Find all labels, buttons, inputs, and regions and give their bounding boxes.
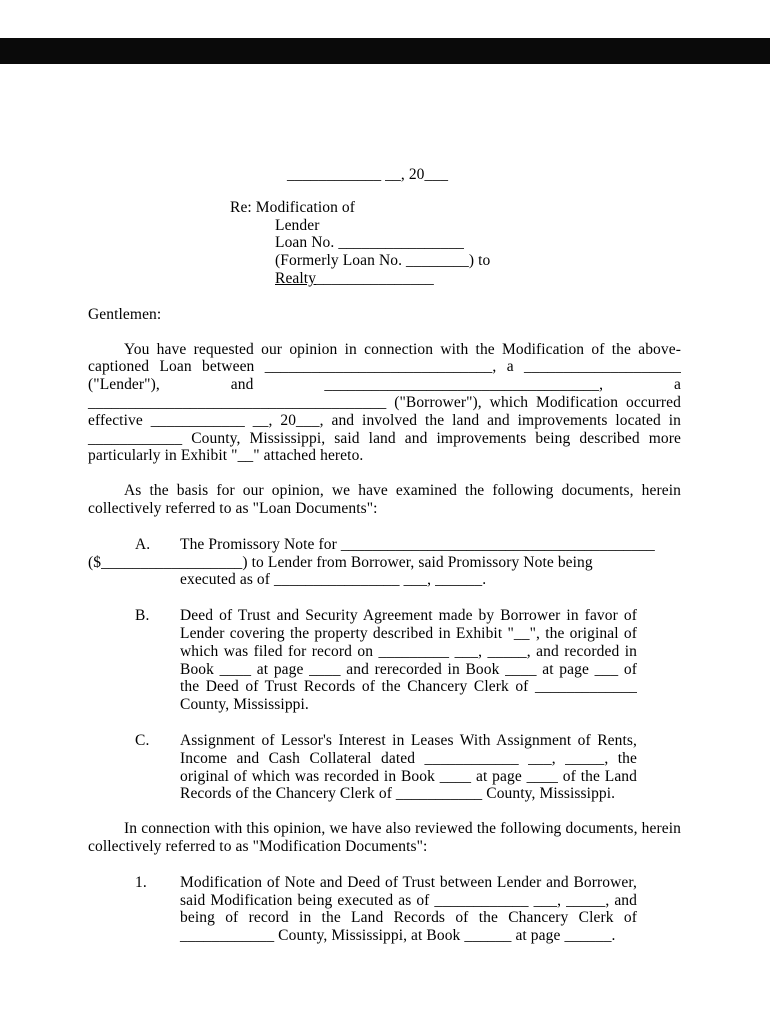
item-1-label: 1. xyxy=(135,873,147,891)
item-a-label: A. xyxy=(135,535,151,553)
item-c-label: C. xyxy=(135,731,150,749)
re-sub-line-lender: Lender xyxy=(275,216,320,234)
loan-document-item-b xyxy=(135,607,637,714)
letter-content xyxy=(88,0,681,945)
paragraph-modification: In connection with this opinion, we have also reviewed the following documents, herein collectively referred to as "Modification Documents": xyxy=(88,820,681,855)
item-a-line1: The Promissory Note for ________________________________________ xyxy=(180,535,655,553)
item-a-line3: executed as of ________________ ___, ______. xyxy=(180,571,487,589)
re-sub-line-loan-no: Loan No. ________________ xyxy=(275,234,464,252)
loan-document-item-a xyxy=(88,536,681,589)
item-b-label: B. xyxy=(135,607,150,625)
item-a-line2: ($__________________) to Lender from Borrower, said Promissory Note being xyxy=(88,553,593,571)
paragraph-basis: As the basis for our opinion, we have examined the following documents, herein collectively referred to as "Loan Documents": xyxy=(88,482,681,517)
realty-blank: _______________ xyxy=(316,269,434,287)
re-sub-line-realty xyxy=(275,270,681,288)
item-c-text: Assignment of Lessor's Interest in Leases With Assignment of Rents, Income and Cash Collateral dated ____________ ___, _____, the original of which was recorded in Book ____ at page ____ of the Land Records of the Chancery Clerk of ___________ County, Mississippi. xyxy=(180,731,637,803)
loan-document-item-c xyxy=(135,731,637,803)
item-1-text: Modification of Note and Deed of Trust between Lender and Borrower, said Modification being executed as of ____________ ___, _____, and being of record in the Land Records of the Chancery Clerk of ____________ County, Mississippi, at Book ______ at page ______. xyxy=(180,873,637,945)
re-block xyxy=(230,199,681,288)
date-line: ____________ __, 20___ xyxy=(287,166,449,183)
paragraph-request: You have requested our opinion in connection with the Modification of the above-captioned Loan between _____________________________, a ____________________ ("Lender"), and ___________________________________, a ______________________________________ ("Borrower"), which Modification occurred effective ____________ __, 20___, and involved the land and improvements located in ____________ County, Mississippi, said land and improvements being described more particularly in Exhibit "__" attached hereto. xyxy=(88,340,681,465)
modification-document-item-1 xyxy=(135,873,637,945)
re-line: Re: Modification of xyxy=(230,198,356,216)
item-b-text: Deed of Trust and Security Agreement made by Borrower in favor of Lender covering the property described in Exhibit "__", the original of which was filed for record on _________ ___, _____, and recorded in Book ____ at page ____ and rerecorded in Book ____ at page ___ of the Deed of Trust Records of the Chancery Clerk of _____________ County, Mississippi. xyxy=(180,607,637,714)
re-sub-line-formerly: (Formerly Loan No. ________) to xyxy=(275,252,491,270)
salutation: Gentlemen: xyxy=(88,305,162,323)
realty-label: Realty xyxy=(275,269,317,287)
